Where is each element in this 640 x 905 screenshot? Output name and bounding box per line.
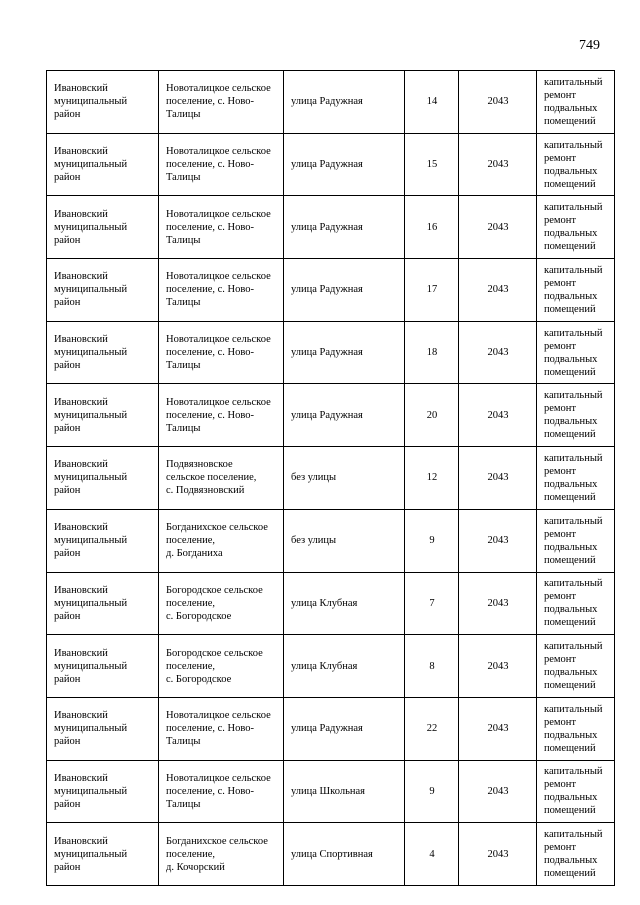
street-cell: улица Радужная bbox=[284, 384, 405, 447]
district-cell: Ивановский муниципальный район bbox=[47, 259, 159, 322]
page-number: 749 bbox=[579, 38, 600, 53]
table-row bbox=[47, 697, 615, 760]
table-row bbox=[47, 133, 615, 196]
house-number-cell: 17 bbox=[405, 259, 459, 322]
street-cell: улица Спортивная bbox=[284, 823, 405, 886]
district-cell: Ивановский муниципальный район bbox=[47, 196, 159, 259]
repair-year-cell: 2043 bbox=[459, 823, 537, 886]
settlement-cell: Новоталицкое сельское поселение, с. Ново- Талицы bbox=[159, 321, 284, 384]
street-cell: улица Клубная bbox=[284, 572, 405, 635]
house-number-cell: 20 bbox=[405, 384, 459, 447]
house-number-cell: 15 bbox=[405, 133, 459, 196]
housing-repair-table bbox=[46, 70, 615, 886]
district-cell: Ивановский муниципальный район bbox=[47, 321, 159, 384]
work-type-cell: капитальный ремонт подвальных помещений bbox=[537, 384, 615, 447]
settlement-cell: Богородское сельское поселение, с. Богородское bbox=[159, 635, 284, 698]
street-cell: улица Радужная bbox=[284, 697, 405, 760]
table-row bbox=[47, 572, 615, 635]
table-row bbox=[47, 321, 615, 384]
settlement-cell: Новоталицкое сельское поселение, с. Ново- Талицы bbox=[159, 133, 284, 196]
repair-year-cell: 2043 bbox=[459, 259, 537, 322]
table-row bbox=[47, 71, 615, 134]
work-type-cell: капитальный ремонт подвальных помещений bbox=[537, 259, 615, 322]
district-cell: Ивановский муниципальный район bbox=[47, 572, 159, 635]
settlement-cell: Новоталицкое сельское поселение, с. Ново- Талицы bbox=[159, 71, 284, 134]
work-type-cell: капитальный ремонт подвальных помещений bbox=[537, 635, 615, 698]
repair-year-cell: 2043 bbox=[459, 572, 537, 635]
repair-year-cell: 2043 bbox=[459, 760, 537, 823]
house-number-cell: 12 bbox=[405, 447, 459, 510]
repair-year-cell: 2043 bbox=[459, 447, 537, 510]
work-type-cell: капитальный ремонт подвальных помещений bbox=[537, 196, 615, 259]
settlement-cell: Богданихское сельское поселение, д. Кочорский bbox=[159, 823, 284, 886]
settlement-cell: Богданихское сельское поселение, д. Богданиха bbox=[159, 509, 284, 572]
table-row bbox=[47, 196, 615, 259]
work-type-cell: капитальный ремонт подвальных помещений bbox=[537, 447, 615, 510]
district-cell: Ивановский муниципальный район bbox=[47, 823, 159, 886]
table-row bbox=[47, 447, 615, 510]
house-number-cell: 4 bbox=[405, 823, 459, 886]
repair-year-cell: 2043 bbox=[459, 697, 537, 760]
district-cell: Ивановский муниципальный район bbox=[47, 635, 159, 698]
repair-year-cell: 2043 bbox=[459, 509, 537, 572]
house-number-cell: 14 bbox=[405, 71, 459, 134]
work-type-cell: капитальный ремонт подвальных помещений bbox=[537, 760, 615, 823]
house-number-cell: 7 bbox=[405, 572, 459, 635]
work-type-cell: капитальный ремонт подвальных помещений bbox=[537, 823, 615, 886]
work-type-cell: капитальный ремонт подвальных помещений bbox=[537, 321, 615, 384]
settlement-cell: Богородское сельское поселение, с. Богородское bbox=[159, 572, 284, 635]
district-cell: Ивановский муниципальный район bbox=[47, 71, 159, 134]
house-number-cell: 9 bbox=[405, 760, 459, 823]
street-cell: улица Радужная bbox=[284, 196, 405, 259]
street-cell: улица Радужная bbox=[284, 133, 405, 196]
house-number-cell: 8 bbox=[405, 635, 459, 698]
repair-year-cell: 2043 bbox=[459, 133, 537, 196]
district-cell: Ивановский муниципальный район bbox=[47, 447, 159, 510]
table-row bbox=[47, 760, 615, 823]
table-row bbox=[47, 384, 615, 447]
street-cell: без улицы bbox=[284, 447, 405, 510]
settlement-cell: Новоталицкое сельское поселение, с. Ново- Талицы bbox=[159, 196, 284, 259]
district-cell: Ивановский муниципальный район bbox=[47, 509, 159, 572]
repair-year-cell: 2043 bbox=[459, 71, 537, 134]
table-row bbox=[47, 509, 615, 572]
district-cell: Ивановский муниципальный район bbox=[47, 133, 159, 196]
work-type-cell: капитальный ремонт подвальных помещений bbox=[537, 509, 615, 572]
district-cell: Ивановский муниципальный район bbox=[47, 760, 159, 823]
table-row bbox=[47, 823, 615, 886]
work-type-cell: капитальный ремонт подвальных помещений bbox=[537, 697, 615, 760]
settlement-cell: Новоталицкое сельское поселение, с. Ново- Талицы bbox=[159, 760, 284, 823]
street-cell: без улицы bbox=[284, 509, 405, 572]
work-type-cell: капитальный ремонт подвальных помещений bbox=[537, 572, 615, 635]
table-row bbox=[47, 635, 615, 698]
repair-year-cell: 2043 bbox=[459, 321, 537, 384]
district-cell: Ивановский муниципальный район bbox=[47, 697, 159, 760]
settlement-cell: Новоталицкое сельское поселение, с. Ново- Талицы bbox=[159, 384, 284, 447]
settlement-cell: Новоталицкое сельское поселение, с. Ново- Талицы bbox=[159, 259, 284, 322]
house-number-cell: 9 bbox=[405, 509, 459, 572]
street-cell: улица Клубная bbox=[284, 635, 405, 698]
district-cell: Ивановский муниципальный район bbox=[47, 384, 159, 447]
street-cell: улица Школьная bbox=[284, 760, 405, 823]
house-number-cell: 16 bbox=[405, 196, 459, 259]
table-body bbox=[47, 71, 615, 886]
street-cell: улица Радужная bbox=[284, 321, 405, 384]
house-number-cell: 22 bbox=[405, 697, 459, 760]
settlement-cell: Новоталицкое сельское поселение, с. Ново- Талицы bbox=[159, 697, 284, 760]
table-row bbox=[47, 259, 615, 322]
repair-year-cell: 2043 bbox=[459, 196, 537, 259]
repair-year-cell: 2043 bbox=[459, 384, 537, 447]
house-number-cell: 18 bbox=[405, 321, 459, 384]
work-type-cell: капитальный ремонт подвальных помещений bbox=[537, 133, 615, 196]
street-cell: улица Радужная bbox=[284, 259, 405, 322]
work-type-cell: капитальный ремонт подвальных помещений bbox=[537, 71, 615, 134]
street-cell: улица Радужная bbox=[284, 71, 405, 134]
settlement-cell: Подвязновское сельское поселение, с. Подвязновский bbox=[159, 447, 284, 510]
repair-year-cell: 2043 bbox=[459, 635, 537, 698]
